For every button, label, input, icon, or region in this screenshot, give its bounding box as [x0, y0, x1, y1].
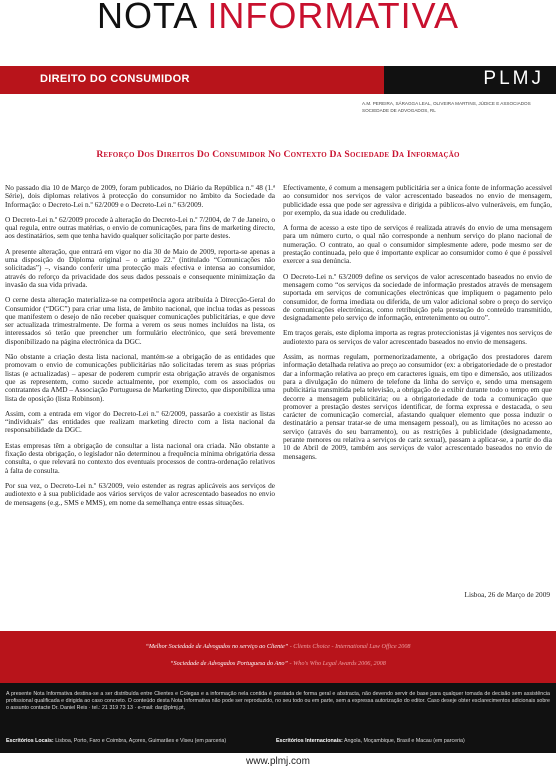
logo-accent: [362, 66, 384, 94]
section-label: DIREITO DO CONSUMIDOR: [40, 73, 190, 85]
logo-bar: [362, 66, 556, 94]
intl-offices-label: Escritórios Internacionais:: [276, 738, 343, 744]
plmj-logo: PLMJ: [483, 68, 544, 89]
paragraph: Não obstante a criação desta lista nacional, mantém-se a obrigação de as entidades que promovam o envio de comunicações publicitárias não solicitadas terem as suas próprias listas (e actualizadas) – apesar de poderem cumprir esta obrigação através de organismos que as representem, como sucede actualmente, por exemplo, com os associados ou contratantes da AMD – Associação Portuguesa de Marketing Directo, que disponibiliza uma lista de oposição (lista Robinson).: [5, 352, 275, 403]
award-text: “Sociedade de Advogados Portuguesa do Ano”: [170, 660, 288, 667]
paragraph: O Decreto-Lei n.º 63/2009 define os serviços de valor acrescentado baseados no envio de mensagem como “os serviços da sociedade de informação prestados através de mensagem suportada em serviços de comunicações electrónicas que impliquem o pagamento pelo consumidor, de forma imediata ou diferida, de um valor adicional sobre o preço do serviço de comunicações electrónicas, como retribuição pela prestação do conteúdo transmitido, designadamente pelo serviço de informação, entretenimento ou outro”.: [283, 271, 552, 323]
award-quote: [0, 643, 556, 650]
paragraph: Efectivamente, é comum a mensagem publicitária ser a única fonte de informação acessível ao consumidor nos serviços de valor acrescentado baseados no envio de mensagem, publicidade essa que pode ser agressiva e dirigida a públicos-alvo vulneráveis, em função, por exemplo, da sua idade ou credulidade.: [283, 183, 552, 217]
awards-band: [0, 631, 556, 683]
footer: [0, 683, 556, 753]
paragraph: O cerne desta alteração materializa-se na competência agora atribuída à Direcção-Geral do Consumidor (“DGC”) para criar uma lista, de âmbito nacional, que inclua todas as pessoas que manifestem o desejo de não receber quaisquer comunicações publicitárias, e que deve ser actualizada trimestralmente. De forma a verem os seus nomes incluídos na lista, os interessados só terão que preencher um formulário electrónico, que será brevemente disponibilizado na página electrónica da DGC.: [5, 295, 275, 346]
award-quote: [0, 660, 556, 667]
column-right: [283, 184, 552, 468]
paragraph: No passado dia 10 de Março de 2009, foram publicados, no Diário da República n.º 48 (1.ª Série), dois diplomas relativos à protecção do consumidor no âmbito da Sociedade da Informação: o Decreto-Lei n.º 62/2009 e o Decreto-Lei n.º 63/2009.: [5, 183, 275, 209]
document-title: [0, 0, 556, 38]
paragraph: Assim, as normas regulam, pormenorizadamente, a obrigação dos prestadores darem informação detalhada relativa ao preço ao consumidor (ex: a obrigatoriedade de o prestador dar a informação relativa ao preço em caracteres iguais, em tipo e dimensão, aos utilizados para a divulgação do número de telefone da linha do serviço e, sendo uma mensagem publicitária transmitida pela televisão, a obrigação de a exibir durante todo o tempo em que decorre a mensagem publicitária; ou a obrigatoriedade de toda a comunicação que promover a prestação destes serviços identificar, de forma expressa e destacada, o seu carácter de comunicação comercial, afastando qualquer elemento que possa induzir o destinatário a pensar tratar-se de uma mensagem pessoal), ou as limitações no acesso ao serviço (através do seu barramento), ou as restrições à publicidade (designadamente, perante menores ou relativa a serviços de cariz sexual), passam a aplicar-se, a partir do dia 10 de Abril de 2009, também aos serviços de valor acrescentado baseados no envio de mensagens.: [283, 352, 552, 461]
paragraph: Em traços gerais, este diploma importa as regras proteccionistas já vigentes nos serviços de audiotexto para os serviços de valor acrescentado baseados no envio de mensagens.: [283, 328, 552, 346]
title-word-nota: NOTA: [96, 0, 197, 36]
offices-line: [6, 738, 550, 745]
paragraph: A forma de acesso a este tipo de serviços é realizada através do envio de uma mensagem para um número curto, o qual não corresponde a nenhum serviço do plano nacional de numeração. O contrato, ao qual o consumidor simplesmente adere, pode mesmo ser de prestação continuada, pelo que é importante explicar ao consumidor como é que é possível exercer a sua denúncia.: [283, 223, 552, 266]
paragraph: Por sua vez, o Decreto-Lei n.º 63/2009, veio estender as regras aplicáveis aos serviços de audiotexto e à sua publicidade aos vários serviços de valor acrescentado baseados no envio de mensagens (e.g., SMS e MMS), em nome da semelhança entre essas situações.: [5, 480, 275, 507]
document-date: Lisboa, 26 de Março de 2009: [464, 590, 550, 599]
paragraph: Estas empresas têm a obrigação de consultar a lista nacional ora criada. Não obstante a fixação desta obrigação, o legislador não determinou a frequência mínima obrigatória dessa consulta, o que relevará no contexto dos eventuais processos de contra-ordenação relativos à falta de consulta.: [5, 440, 275, 475]
award-source: - Who's Who Legal Awards 2006, 2008: [289, 660, 386, 667]
intl-offices: Angola, Moçambique, Brasil e Macau (em parceria): [344, 738, 465, 744]
disclaimer: A presente Nota Informativa destina-se a ser distribuída entre Clientes e Colegas e a informação nela contida é prestada de forma geral e abstracta, não devendo servir de base para qualquer tomada de decisão sem assistência profissional qualificada e dirigida ao caso concreto. O conteúdo desta Nota Informativa não pode ser reproduzido, no seu todo ou em parte, sem a expressa autorização do editor. Caso deseje obter esclarecimentos adicionais sobre o assunto contacte Dr. Daniel Reis · tel.: 21 319 73 13 · e-mail: dar@plmj.pt,: [6, 691, 550, 711]
column-left: [5, 184, 275, 514]
firm-name: [362, 100, 552, 114]
local-offices-label: Escritórios Locais:: [6, 738, 54, 744]
paragraph: Assim, com a entrada em vigor do Decreto-Lei n.º 62/2009, passarão a coexistir as listas “individuais” das entidades que realizam marketing directo com a lista nacional da responsabilidade da DGC.: [5, 408, 275, 435]
section-banner: [0, 66, 556, 94]
website-link[interactable]: www.plmj.com: [246, 756, 310, 767]
intl-offices-block: [276, 738, 465, 745]
section-bar: [0, 66, 362, 94]
firm-line-2: SOCIEDADE DE ADVOGADOS, RL: [362, 108, 436, 113]
firm-line-1: A.M. PEREIRA, SÁRAGGA LEAL, OLIVEIRA MARTINS, JÚDICE E ASSOCIADOS: [362, 101, 531, 106]
title-word-informativa: INFORMATIVA: [207, 0, 460, 36]
award-source: - Clients Choice - International Law Office 2008: [289, 643, 411, 650]
paragraph: O Decreto-Lei n.º 62/2009 procede à alteração do Decreto-Lei n.º 7/2004, de 7 de Janeiro, o qual regula, entre outras matérias, o envio de comunicações, para fins de marketing directo, aos destinatários, sem que tenha havido qualquer solicitação por parte destes.: [5, 214, 275, 241]
paragraph: A presente alteração, que entrará em vigor no dia 30 de Maio de 2009, reporta-se apenas a uma disposição do Diploma original – o artigo 22.º (intitulado “Comunicações não solicitadas”) –, visando conferir uma protecção mais efectiva e intensa ao consumidor, através do reforço da privacidade dos seus dados pessoais e consequente minimização da invasão da sua vida privada.: [5, 246, 275, 289]
local-offices: Lisboa, Porto, Faro e Coimbra, Açores, Guimarães e Viseu (em parceria): [55, 738, 227, 744]
award-text: “Melhor Sociedade de Advogados no serviço ao Cliente”: [145, 643, 289, 650]
article-headline: Reforço Dos Direitos Do Consumidor No Contexto Da Sociedade Da Informação: [96, 149, 460, 160]
